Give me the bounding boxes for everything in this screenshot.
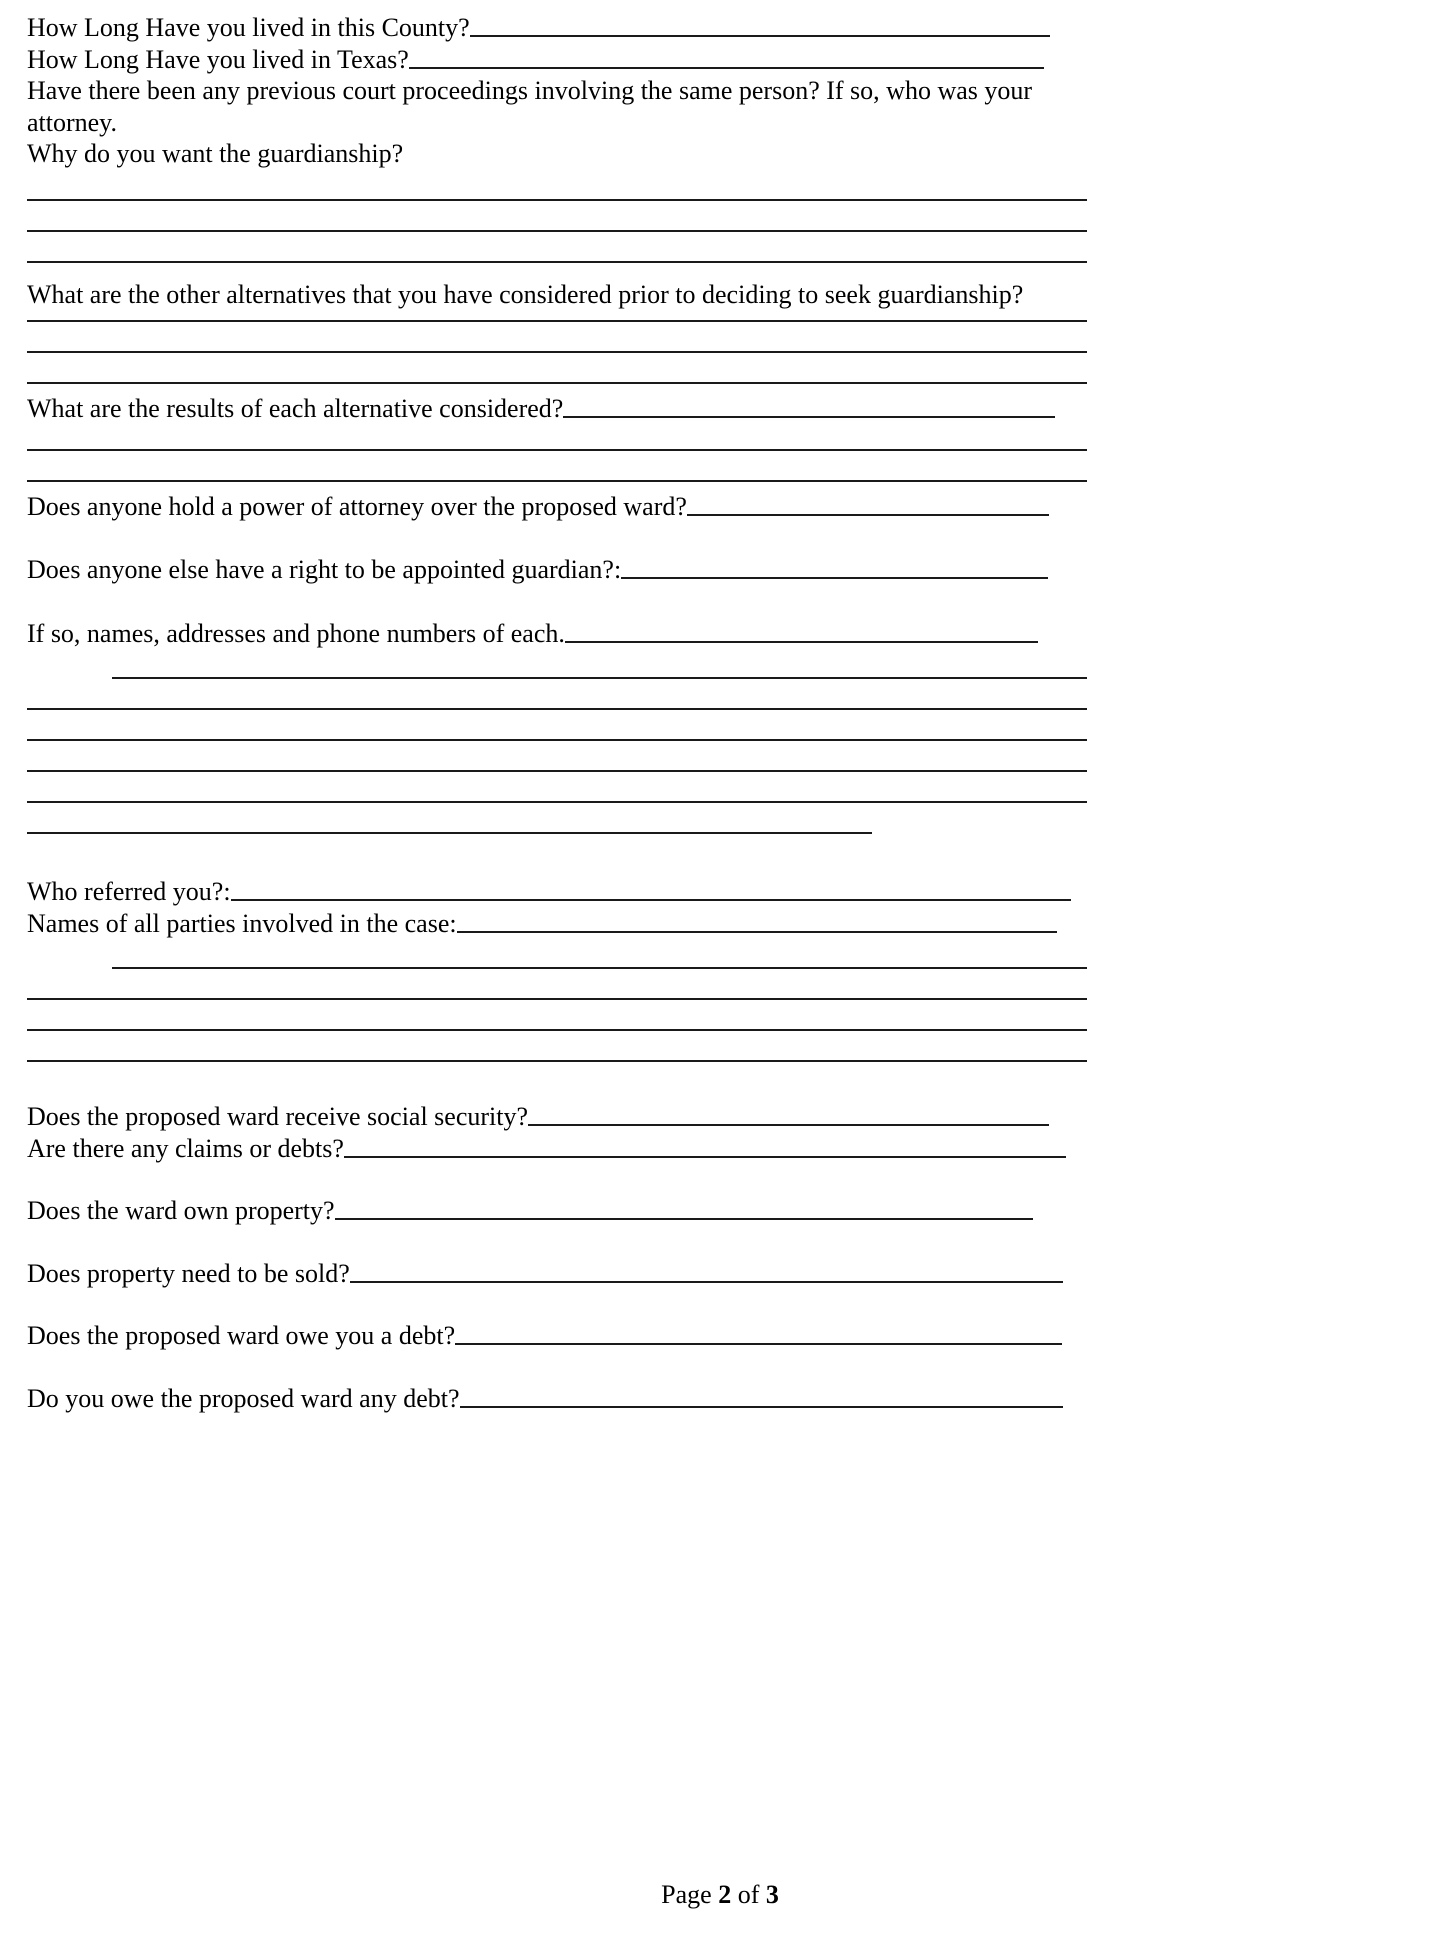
spacer <box>27 201 1087 230</box>
footer-total-pages: 3 <box>765 1880 779 1909</box>
question-label: What are the other alternatives that you have considered prior to deciding to seek guardianship? <box>27 279 1024 309</box>
spacer <box>27 969 1087 998</box>
question-social-security <box>27 1101 1087 1133</box>
question-why-guardianship <box>27 138 1087 170</box>
answer-blank[interactable] <box>687 492 1049 515</box>
question-label: Does the ward own property? <box>27 1196 335 1225</box>
answer-blank[interactable] <box>457 909 1057 932</box>
question-label: Do you owe the proposed ward any debt? <box>27 1383 460 1413</box>
answer-blank[interactable] <box>350 1259 1063 1282</box>
spacer <box>27 522 1087 554</box>
question-lived-in-texas <box>27 44 1087 76</box>
spacer <box>27 1352 1087 1383</box>
spacer <box>27 1289 1087 1320</box>
question-label: Why do you want the guardianship? <box>27 139 404 168</box>
spacer <box>27 649 1087 677</box>
question-alternative-results <box>27 393 1087 425</box>
spacer <box>27 803 1087 832</box>
spacer <box>27 322 1087 351</box>
spacer <box>27 834 1087 876</box>
spacer <box>27 939 1087 967</box>
question-who-referred <box>27 876 1087 908</box>
footer-current-page: 2 <box>718 1880 732 1909</box>
spacer <box>27 353 1087 382</box>
question-you-owe-ward <box>27 1383 1087 1415</box>
question-ward-owes-you <box>27 1320 1087 1352</box>
answer-blank[interactable] <box>409 45 1044 68</box>
question-label: Does anyone else have a right to be appointed guardian?: <box>27 555 622 584</box>
spacer <box>27 741 1087 770</box>
spacer <box>27 451 1087 480</box>
answer-blank[interactable] <box>460 1384 1063 1407</box>
spacer <box>27 1062 1087 1101</box>
question-label: Does anyone hold a power of attorney over the proposed ward? <box>27 491 687 521</box>
spacer <box>27 482 1087 491</box>
spacer <box>27 384 1087 393</box>
spacer <box>27 1000 1087 1029</box>
footer-prefix: Page <box>661 1880 719 1909</box>
spacer <box>27 586 1087 618</box>
question-previous-proceedings <box>27 75 1087 138</box>
answer-blank[interactable] <box>335 1197 1033 1220</box>
question-label: What are the results of each alternative considered? <box>27 394 564 423</box>
answer-blank[interactable] <box>455 1322 1062 1345</box>
form-body <box>27 12 1087 1414</box>
question-names-addresses-phones <box>27 618 1087 650</box>
question-claims-debts <box>27 1133 1087 1165</box>
question-property-sold <box>27 1258 1087 1290</box>
spacer <box>27 263 1087 279</box>
spacer <box>27 1227 1087 1258</box>
spacer <box>27 232 1087 261</box>
question-label: Who referred you?: <box>27 877 231 906</box>
question-label: Names of all parties involved in the case: <box>27 908 457 938</box>
answer-blank[interactable] <box>565 619 1038 642</box>
question-label: Does property need to be sold? <box>27 1258 350 1288</box>
question-label: Have there been any previous court proceedings involving the same person? If so, who was your attorney. <box>27 76 1033 137</box>
spacer <box>27 1031 1087 1060</box>
spacer <box>27 1164 1087 1195</box>
answer-blank[interactable] <box>528 1103 1049 1126</box>
answer-blank[interactable] <box>563 395 1055 418</box>
answer-blank[interactable] <box>344 1134 1066 1157</box>
spacer <box>27 310 1087 320</box>
question-label: If so, names, addresses and phone numbers of each. <box>27 618 565 648</box>
question-other-guardian-right <box>27 554 1087 586</box>
spacer <box>27 710 1087 739</box>
question-parties-in-case <box>27 908 1087 940</box>
footer-middle: of <box>731 1880 766 1909</box>
question-other-alternatives <box>27 279 1087 311</box>
spacer <box>27 679 1087 708</box>
question-label: How Long Have you lived in Texas? <box>27 44 409 74</box>
answer-blank[interactable] <box>470 14 1050 37</box>
answer-blank[interactable] <box>231 878 1071 901</box>
page-footer <box>0 1880 1440 1910</box>
question-lived-in-county <box>27 12 1087 44</box>
question-label: How Long Have you lived in this County? <box>27 13 470 42</box>
spacer <box>27 170 1087 199</box>
question-label: Does the proposed ward receive social security? <box>27 1102 529 1131</box>
question-ward-own-property <box>27 1195 1087 1227</box>
question-power-of-attorney <box>27 491 1087 523</box>
spacer <box>27 772 1087 801</box>
spacer <box>27 425 1087 449</box>
question-label: Are there any claims or debts? <box>27 1133 344 1163</box>
answer-blank[interactable] <box>621 556 1048 579</box>
question-label: Does the proposed ward owe you a debt? <box>27 1321 456 1350</box>
